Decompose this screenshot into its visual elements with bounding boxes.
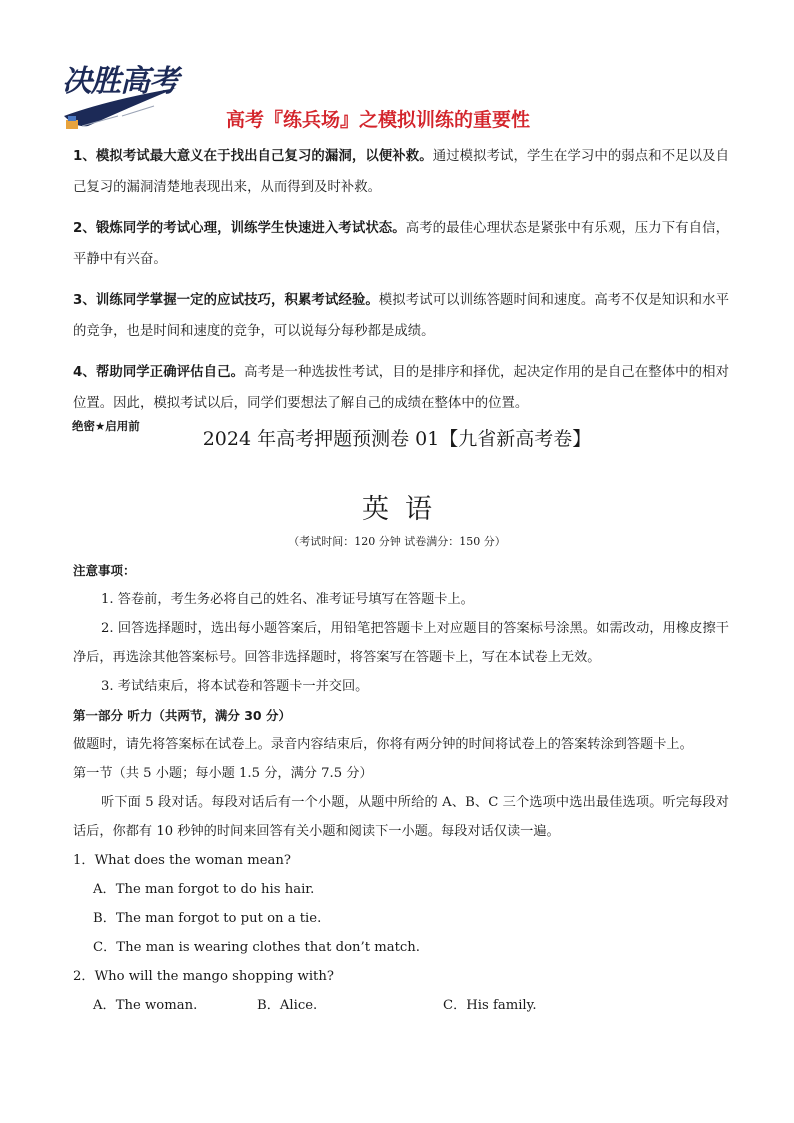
question-option: B．Alice. xyxy=(257,998,318,1013)
intro-item-text: 通过模拟考试，学生在学习中的弱点和不足以及自己复习的漏洞清楚地表现出来，从而得到及时补救。 xyxy=(73,149,729,195)
question-options-row xyxy=(73,991,729,1020)
logo-swoosh-icon xyxy=(58,82,180,134)
exam-title: 2024 年高考押题预测卷 01【九省新高考卷】 xyxy=(202,428,592,450)
notice-heading: 注意事项： xyxy=(73,563,136,578)
question-option: C．The man is wearing clothes that don’t match. xyxy=(93,940,420,955)
intro-item-text: 高考的最佳心理状态是紧张中有乐观，压力下有自信，平静中有兴奋。 xyxy=(73,221,729,267)
banner-title: 高考『练兵场』之模拟训练的重要性 xyxy=(226,109,531,131)
intro-item-text: 高考是一种选拔性考试，目的是排序和择优，起决定作用的是自己在整体中的相对位置。因此，模拟考试以后，同学们要想法了解自己的成绩在整体中的位置。 xyxy=(73,365,729,411)
logo-text: 决胜高考 xyxy=(62,64,178,99)
intro-item xyxy=(73,141,729,203)
notice-item: 2. 回答选择题时，选出每小题答案后，用铅笔把答题卡上对应题目的答案标号涂黑。如需改动，用橡皮擦干净后，再选涂其他答案标号。回答非选择题时，将答案写在答题卡上，写在本试卷上无效。 xyxy=(73,621,729,665)
question-option: B．The man forgot to put on a tie. xyxy=(93,911,322,926)
part1-instruction: 做题时，请先将答案标在试卷上。录音内容结束后，你将有两分钟的时间将试卷上的答案转涂到答题卡上。 xyxy=(73,737,693,752)
intro-item-bold: 4、帮助同学正确评估自己。 xyxy=(73,365,245,380)
logo xyxy=(58,52,180,134)
intro-item xyxy=(73,285,729,347)
intro-item xyxy=(73,357,729,419)
question-stem: 1．What does the woman mean? xyxy=(73,853,291,868)
question-option: A．The woman. xyxy=(93,998,198,1013)
section1-heading: 第一节（共 5 小题；每小题 1.5 分，满分 7.5 分） xyxy=(73,766,373,781)
intro-section xyxy=(73,141,729,429)
question-stem: 2．Who will the mango shopping with? xyxy=(73,969,334,984)
question-option: C．His family. xyxy=(443,998,537,1013)
section1-description: 听下面 5 段对话。每段对话后有一个小题，从题中所给的 A、B、C 三个选项中选出最佳选项。听完每段对话后，你都有 10 秒钟的时间来回答有关小题和阅读下一小题。每段对话仅读一遍。 xyxy=(73,795,729,839)
exam-body xyxy=(73,556,729,1020)
exam-subject: 英语 xyxy=(362,494,448,525)
notice-item: 1. 答卷前，考生务必将自己的姓名、准考证号填写在答题卡上。 xyxy=(101,592,474,607)
exam-info: （考试时间：120 分钟 试卷满分：150 分） xyxy=(288,535,506,548)
intro-item-bold: 3、训练同学掌握一定的应试技巧，积累考试经验。 xyxy=(73,293,379,308)
intro-item-bold: 1、模拟考试最大意义在于找出自己复习的漏洞，以便补救。 xyxy=(73,149,433,164)
part1-heading: 第一部分 听力（共两节，满分 30 分） xyxy=(73,708,291,723)
question-option: A．The man forgot to do his hair. xyxy=(93,882,315,897)
secret-label: 绝密★启用前 xyxy=(72,419,140,433)
intro-item-bold: 2、锻炼同学的考试心理，训练学生快速进入考试状态。 xyxy=(73,221,406,236)
intro-item xyxy=(73,213,729,275)
notice-item: 3. 考试结束后，将本试卷和答题卡一并交回。 xyxy=(101,679,369,694)
intro-item-text: 模拟考试可以训练答题时间和速度。高考不仅是知识和水平的竞争，也是时间和速度的竞争，可以说每分每秒都是成绩。 xyxy=(73,293,729,339)
